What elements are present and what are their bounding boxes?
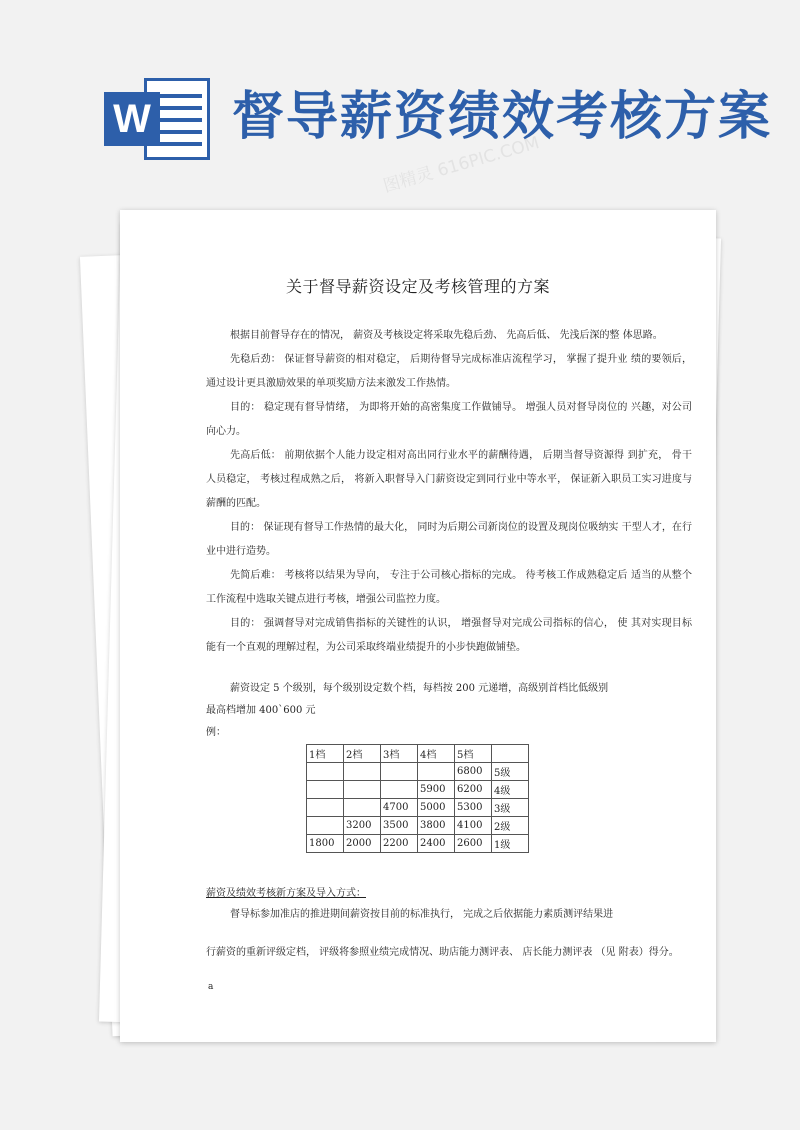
table-cell [307,799,344,817]
table-row [307,835,529,853]
table-cell: 1800 [307,835,344,853]
paragraph-simple-first: 先简后难： 考核将以结果为导向， 专注于公司核心指标的完成。 待考核工作成熟稳定后 适当的从整个工作流程中选取关键点进行考核，增强公司监控力度。 [206,570,692,605]
paragraph-purpose-1: 目的： 稳定现有督导情绪， 为即将开始的高密集度工作做铺导。 增强人员对督导岗位的 兴趣，对公司向心力。 [206,402,692,437]
table-header-row [307,745,529,763]
section-title: 薪资及绩效考核新方案及导入方式： [206,888,366,899]
document-page [120,210,716,1042]
table-cell [418,763,455,781]
table-header-cell: 3档 [381,745,418,763]
table-cell: 2400 [418,835,455,853]
word-logo-letter: W [104,92,160,146]
table-cell [344,799,381,817]
banner-title: 督导薪资绩效考核方案 [232,87,773,147]
example-label: 例： [206,727,226,738]
table-cell [381,781,418,799]
table-row [307,817,529,835]
paragraph-purpose-3: 目的： 强调督导对完成销售指标的关键性的认识， 增强督导对完成公司指标的信心， 使 其对实现目标能有一个直观的理解过程，为公司采取终端业绩提升的小步快跑做铺垫。 [206,618,692,653]
table-cell: 3500 [381,817,418,835]
section-line-2: 行薪资的重新评级定档， 评级将参照业绩完成情况、助店能力测评表、 店长能力测评表 （见 附表）得分。 [206,947,679,958]
table-header-cell: 5档 [455,745,492,763]
watermark: 图精灵 616PIC.COM [381,133,542,197]
banner [0,0,800,200]
table-cell: 2级 [492,817,529,835]
table-cell: 5级 [492,763,529,781]
table-cell: 5900 [418,781,455,799]
document-title: 关于督导薪资设定及考核管理的方案 [285,277,550,296]
paragraph-purpose-2: 目的： 保证现有督导工作热情的最大化， 同时为后期公司新岗位的设置及现岗位吸纳实 干型人才，在行业中进行造势。 [206,522,692,557]
table-header-cell: 1档 [307,745,344,763]
table-header-cell: 4档 [418,745,455,763]
table-cell: 2200 [381,835,418,853]
word-document-icon [104,78,212,160]
table-cell: 6800 [455,763,492,781]
paragraph-stable-first: 先稳后劲： 保证督导薪资的相对稳定， 后期待督导完成标准店流程学习， 掌握了提升业 绩的要领后，通过设计更具激励效果的单项奖励方法来激发工作热情。 [206,354,692,389]
table-cell: 2000 [344,835,381,853]
table-cell [307,817,344,835]
table-cell: 5300 [455,799,492,817]
salary-grade-table [306,744,529,853]
table-cell: 3200 [344,817,381,835]
table-cell: 5000 [418,799,455,817]
table-row [307,799,529,817]
table-cell: 2600 [455,835,492,853]
table-cell: 4700 [381,799,418,817]
table-header-cell [492,745,529,763]
table-cell [307,781,344,799]
table-cell: 3级 [492,799,529,817]
paragraph-intro: 根据目前督导存在的情况， 薪资及考核设定将采取先稳后劲、 先高后低、 先浅后深的整 体思路。 [230,330,663,341]
table-cell [344,781,381,799]
paragraph-high-first: 先高后低： 前期依据个人能力设定相对高出同行业水平的薪酬待遇， 后期当督导资源得 到扩充， 骨干人员稳定， 考核过程成熟之后， 将新入职督导入门薪资设定到同行业中等水平， 保证新入职员工实习进度与薪酬的匹配。 [206,450,692,509]
salary-setting-line: 薪资设定 5 个级别，每个级别设定数个档，每档按 200 元递增，高级别首档比低级别 [230,683,609,694]
table-cell [381,763,418,781]
table-cell [344,763,381,781]
table-header-cell: 2档 [344,745,381,763]
table-row [307,763,529,781]
table-cell: 1级 [492,835,529,853]
table-cell [307,763,344,781]
salary-increase-line: 最高档增加 400`600 元 [206,705,316,716]
table-cell: 6200 [455,781,492,799]
table-row [307,781,529,799]
table-cell: 4级 [492,781,529,799]
table-cell: 3800 [418,817,455,835]
footer-mark: a [208,982,214,992]
table-cell: 4100 [455,817,492,835]
section-line-1: 督导标参加准店的推进期间薪资按目前的标准执行， 完成之后依据能力素质测评结果进 [230,909,614,920]
